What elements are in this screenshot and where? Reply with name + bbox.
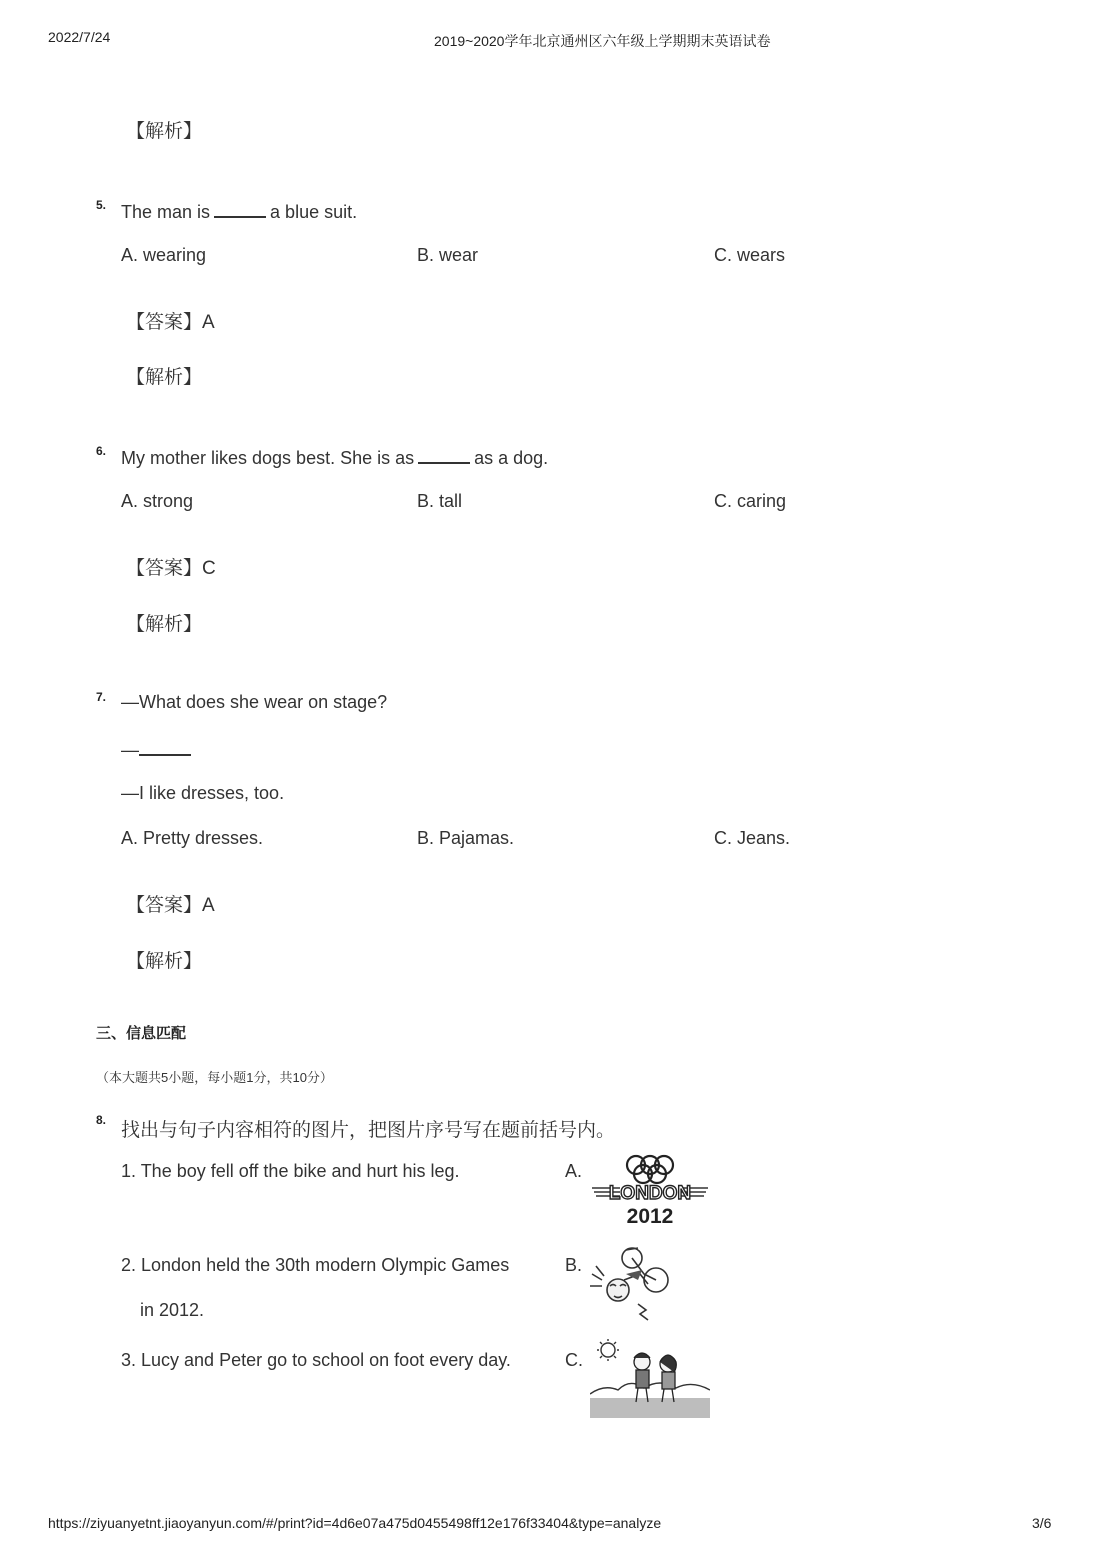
option-c: C. caring [714, 491, 787, 511]
match-item-3: 3. Lucy and Peter go to school on foot every day. [121, 1350, 511, 1370]
section-title: 三、信息匹配 [96, 1025, 187, 1042]
picture-label-a: A. [565, 1161, 583, 1181]
dialogue-line-3: —I like dresses, too. [121, 783, 285, 803]
option-b: B. Pajamas. [417, 828, 515, 848]
answer-label: 【答案】 [126, 558, 203, 579]
logo-year: 2012 [626, 1205, 674, 1228]
logo-word-london: LONDON [608, 1183, 692, 1204]
question-number: 8. [96, 1113, 107, 1127]
london-2012-olympic-logo-image [590, 1150, 710, 1228]
dialogue-line-1: —What does she wear on stage? [121, 692, 388, 712]
option-a: A. Pretty dresses. [121, 828, 264, 848]
option-c: C. wears [714, 245, 786, 265]
section-note: （本大题共5小题，每小题1分，共10分） [96, 1070, 333, 1085]
question-instruction: 找出与句子内容相符的图片，把图片序号写在题前括号内。 [121, 1120, 616, 1141]
stem-after: as a dog. [474, 448, 549, 468]
match-item-1: 1. The boy fell off the bike and hurt his leg. [121, 1161, 460, 1181]
analysis-label: 【解析】 [126, 121, 203, 142]
answer-row [126, 553, 216, 580]
answer-value: C [202, 558, 216, 579]
match-item-2: 2. London held the 30th modern Olympic Games [121, 1255, 510, 1275]
boy-fell-off-bike-image [588, 1244, 674, 1322]
answer-blank [214, 200, 266, 218]
match-item-2-continued: in 2012. [140, 1300, 205, 1320]
document-title: 2019~2020学年北京通州区六年级上学期期末英语试卷 [434, 33, 771, 49]
stem-before: My mother likes dogs best. She is as [121, 448, 415, 468]
option-a: A. strong [121, 491, 194, 511]
dash: — [121, 740, 139, 760]
answer-value: A [202, 312, 215, 333]
question-stem [121, 446, 548, 469]
print-date: 2022/7/24 [48, 29, 111, 45]
dialogue-line-2 [121, 738, 195, 761]
answer-blank [418, 446, 470, 464]
question-stem [121, 200, 357, 223]
answer-row [126, 307, 215, 334]
stem-after: a blue suit. [270, 202, 358, 222]
answer-blank [139, 738, 191, 756]
page-url: https://ziyuanyetnt.jiaoyanyun.com/#/print?id=4d6e07a475d0455498ff12e176f33404&type=analyze [48, 1515, 662, 1531]
answer-label: 【答案】 [126, 312, 203, 333]
option-c: C. Jeans. [714, 828, 791, 848]
option-b: B. tall [417, 491, 463, 511]
answer-label: 【答案】 [126, 895, 203, 916]
option-b: B. wear [417, 245, 479, 265]
answer-value: A [202, 895, 215, 916]
page-number: 3/6 [1032, 1515, 1052, 1531]
picture-label-c: C. [565, 1350, 583, 1370]
picture-label-b: B. [565, 1255, 583, 1275]
stem-before: The man is [121, 202, 211, 222]
question-number: 7. [96, 690, 107, 704]
answer-row [126, 890, 215, 917]
children-walking-to-school-image [590, 1338, 710, 1418]
analysis-label: 【解析】 [126, 614, 203, 635]
question-number: 6. [96, 444, 107, 458]
option-a: A. wearing [121, 245, 207, 265]
analysis-label: 【解析】 [126, 367, 203, 388]
analysis-label: 【解析】 [126, 951, 203, 972]
question-number: 5. [96, 198, 107, 212]
